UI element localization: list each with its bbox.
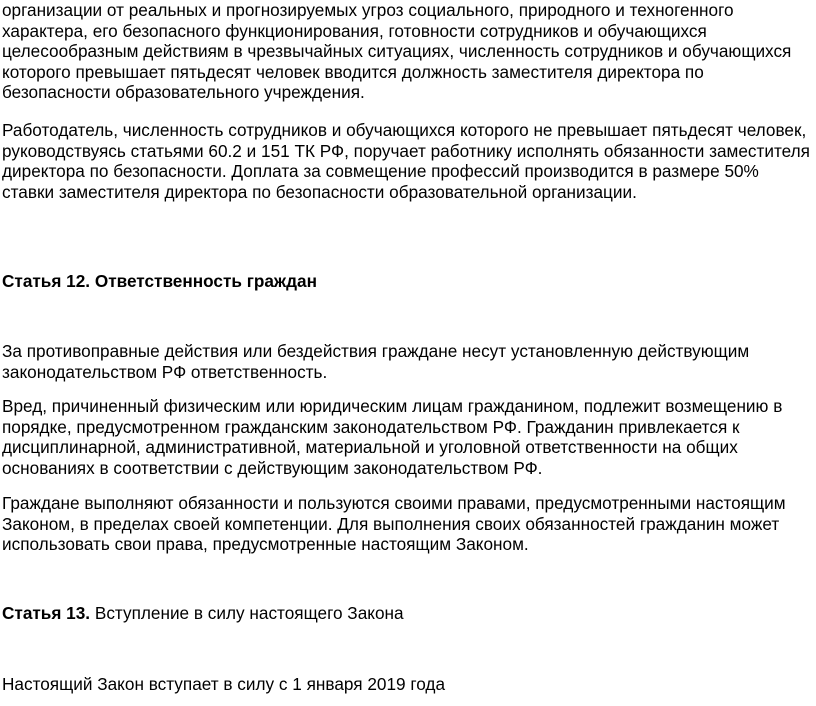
paragraph-citizen-rights: Граждане выполняют обязанности и пользуются своими правами, предусмотренными настоящим Законом, в пределах своей компетенции. Для выполнения своих обязанностей гражданин может использовать свои права, предусмотренные настоящим Законом. (2, 493, 786, 555)
article-13-title: Вступление в силу настоящего Закона (90, 603, 404, 623)
paragraph-liability: За противоправные действия или бездействия граждане несут установленную действующим законодательством РФ ответственность. (2, 341, 750, 382)
article-12-heading (2, 271, 317, 292)
article-12-title: Статья 12. Ответственность граждан (2, 271, 317, 291)
paragraph-safety-deputy: организации от реальных и прогнозируемых угроз социального, природного и техногенного характера, его безопасного функционирования, готовности сотрудников и обучающихся целесообразным действиям в чрезвычайных ситуациях, численность сотрудников и обучающихся которого превышает пятьдесят человек вводится должность заместителя директора по безопасности образовательного учреждения. (2, 0, 792, 103)
article-13-heading (2, 603, 404, 624)
paragraph-damages: Вред, причиненный физическим или юридическим лицам гражданином, подлежит возмещению в порядке, предусмотренном гражданским законодательством РФ. Гражданин привлекается к дисциплинарной, административной, материальной и уголовной ответственности на общих основаниях в соответствии с действующим законодательством РФ. (2, 396, 783, 478)
article-13-label: Статья 13. (2, 603, 91, 623)
paragraph-employer-duties: Работодатель, численность сотрудников и обучающихся которого не превышает пятьдесят человек, руководствуясь статьями 60.2 и 151 ТК РФ, поручает работнику исполнять обязанности заместителя директора по безопасности. Доплата за совмещение профессий производится в размере 50% ставки заместителя директора по безопасности образовательной организации. (2, 120, 810, 202)
paragraph-effective-date: Настоящий Закон вступает в силу с 1 января 2019 года (2, 674, 446, 694)
